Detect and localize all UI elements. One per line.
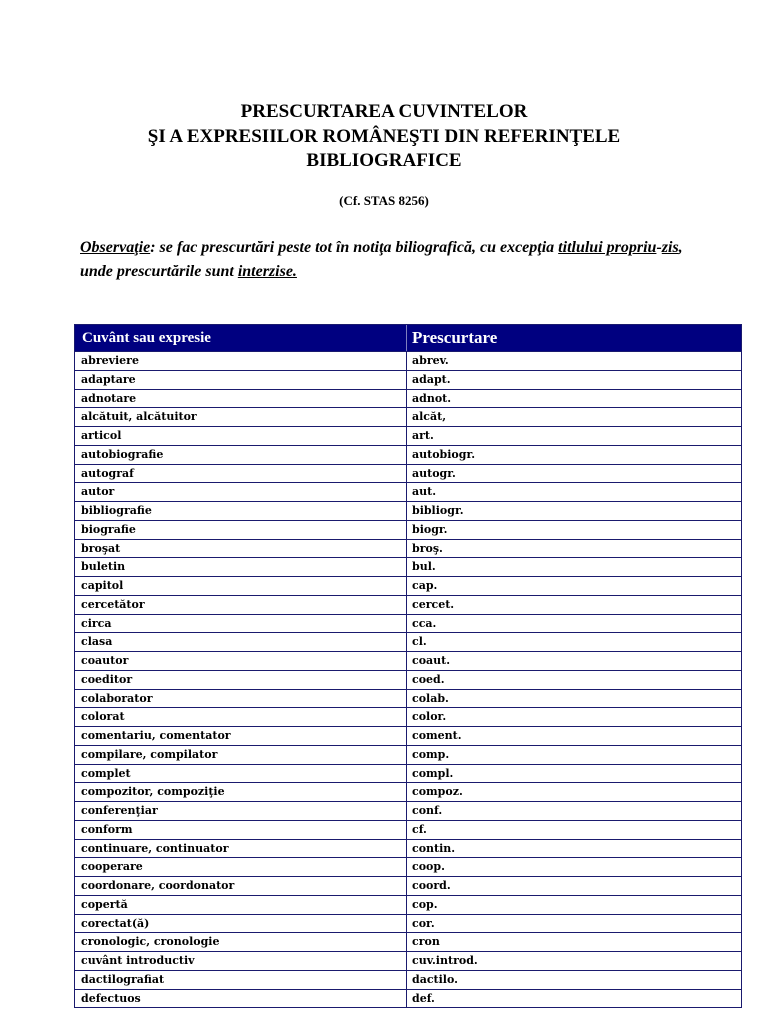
- cell-word: colorat: [75, 708, 407, 726]
- cell-abbreviation: compoz.: [412, 785, 463, 799]
- table-row: [75, 426, 741, 445]
- cell-abbreviation: broş.: [412, 541, 443, 555]
- cell-abbreviation: biogr.: [412, 522, 448, 536]
- table-row: [75, 539, 741, 558]
- table-row: [75, 445, 741, 464]
- table-row: [75, 707, 741, 726]
- cell-abbreviation: cca.: [412, 616, 437, 630]
- table-row: [75, 801, 741, 820]
- cell-abbreviation: coaut.: [412, 654, 451, 667]
- cell-word: dactilografiat: [75, 971, 407, 989]
- cell-word: comentariu, comentator: [75, 727, 407, 745]
- cell-word: autograf: [75, 465, 407, 483]
- cell-word: copertă: [75, 896, 407, 914]
- cell-abbreviation: contin.: [412, 841, 456, 855]
- cell-word: cronologic, cronologie: [75, 933, 407, 951]
- document-subtitle: (Cf. STAS 8256): [339, 193, 429, 208]
- table-row: [75, 970, 741, 989]
- table-row: [75, 820, 741, 839]
- table-row: [75, 557, 741, 576]
- table-row: [75, 670, 741, 689]
- document-title: [0, 100, 768, 174]
- note-text-2: , unde prescurtările sunt: [80, 239, 683, 280]
- cell-word: biografie: [75, 521, 407, 539]
- cell-abbreviation: abrev.: [412, 354, 449, 367]
- cell-abbreviation: comp.: [412, 747, 450, 761]
- cell-abbreviation: conf.: [412, 804, 443, 817]
- cell-abbreviation: cap.: [412, 579, 438, 592]
- cell-word: cuvânt introductiv: [75, 952, 407, 970]
- table-row: [75, 351, 741, 370]
- cell-word: bibliografie: [75, 502, 407, 520]
- cell-abbreviation: bibliogr.: [412, 504, 464, 517]
- table-row: [75, 595, 741, 614]
- cell-word: complet: [75, 765, 407, 783]
- cell-word: cooperare: [75, 858, 407, 876]
- cell-word: defectuos: [75, 990, 407, 1008]
- cell-abbreviation: cl.: [412, 635, 427, 649]
- cell-abbreviation: coop.: [412, 860, 445, 874]
- cell-abbreviation: cercet.: [412, 597, 455, 611]
- cell-abbreviation: compl.: [412, 766, 454, 780]
- observation-note: [80, 236, 700, 284]
- cell-abbreviation: def.: [412, 991, 435, 1005]
- table-row: [75, 407, 741, 426]
- cell-word: compozitor, compoziţie: [75, 783, 407, 801]
- table-row: [75, 632, 741, 651]
- cell-word: conform: [75, 821, 407, 839]
- cell-word: continuare, continuator: [75, 840, 407, 858]
- title-line-1: PRESCURTAREA CUVINTELOR: [240, 101, 528, 122]
- table-row: [75, 951, 741, 970]
- title-line-2: ŞI A EXPRESIILOR ROMÂNEŞTI DIN REFERINŢELE: [147, 125, 621, 147]
- note-dash: -: [656, 239, 662, 256]
- table-header: [75, 325, 741, 351]
- cell-abbreviation: coord.: [412, 879, 451, 892]
- header-abbreviation: Prescurtare: [412, 328, 498, 347]
- table-row: [75, 576, 741, 595]
- table-row: [75, 726, 741, 745]
- table-row: [75, 782, 741, 801]
- note-text-1: : se fac prescurtări peste tot în notiţa biliografică, cu excepţia: [150, 239, 559, 256]
- abbreviations-table: [74, 324, 742, 1008]
- cell-word: coordonare, coordonator: [75, 877, 407, 895]
- table-body: [75, 351, 741, 1007]
- cell-word: coautor: [75, 652, 407, 670]
- cell-abbreviation: colab.: [412, 691, 449, 705]
- cell-abbreviation: cron: [412, 935, 440, 949]
- cell-word: adnotare: [75, 390, 407, 408]
- table-row: [75, 614, 741, 633]
- cell-abbreviation: autobiogr.: [412, 447, 476, 461]
- cell-word: circa: [75, 615, 407, 633]
- cell-abbreviation: art.: [412, 429, 434, 442]
- table-row: [75, 464, 741, 483]
- table-row: [75, 857, 741, 876]
- cell-abbreviation: dactilo.: [412, 972, 458, 986]
- cell-abbreviation: aut.: [412, 485, 437, 499]
- cell-word: alcătuit, alcătuitor: [75, 408, 407, 426]
- table-row: [75, 895, 741, 914]
- header-word: Cuvânt sau expresie: [75, 325, 407, 351]
- table-row: [75, 839, 741, 858]
- note-underlined-1: titlului propriu: [558, 239, 657, 256]
- table-row: [75, 689, 741, 708]
- cell-abbreviation: adapt.: [412, 372, 451, 386]
- cell-word: autor: [75, 483, 407, 501]
- cell-abbreviation: alcăt,: [412, 410, 447, 424]
- table-row: [75, 932, 741, 951]
- cell-word: broşat: [75, 540, 407, 558]
- cell-word: buletin: [75, 558, 407, 576]
- cell-abbreviation: coment.: [412, 729, 462, 742]
- table-row: [75, 370, 741, 389]
- table-row: [75, 745, 741, 764]
- cell-abbreviation: cuv.introd.: [412, 954, 478, 967]
- table-row: [75, 914, 741, 933]
- cell-word: capitol: [75, 577, 407, 595]
- cell-abbreviation: adnot.: [412, 391, 452, 405]
- cell-word: adaptare: [75, 371, 407, 389]
- table-row: [75, 651, 741, 670]
- cell-abbreviation: color.: [412, 710, 447, 724]
- cell-abbreviation: cf.: [412, 822, 427, 836]
- table-row: [75, 501, 741, 520]
- cell-word: abreviere: [75, 352, 407, 370]
- table-row: [75, 520, 741, 539]
- table-row: [75, 389, 741, 408]
- note-underlined-3: interzise.: [237, 263, 297, 280]
- cell-word: clasa: [75, 633, 407, 651]
- cell-abbreviation: autogr.: [412, 466, 456, 480]
- cell-word: autobiografie: [75, 446, 407, 464]
- cell-word: cercetător: [75, 596, 407, 614]
- cell-word: corectat(ă): [75, 915, 407, 933]
- cell-word: compilare, compilator: [75, 746, 407, 764]
- title-line-3: BIBLIOGRAFICE: [306, 150, 462, 171]
- table-row: [75, 989, 741, 1008]
- note-underlined-2: zis: [661, 239, 679, 256]
- cell-abbreviation: cor.: [412, 916, 435, 930]
- cell-word: coeditor: [75, 671, 407, 689]
- cell-abbreviation: cop.: [412, 897, 438, 911]
- table-row: [75, 764, 741, 783]
- cell-word: colaborator: [75, 690, 407, 708]
- cell-abbreviation: coed.: [412, 672, 445, 686]
- note-label: Observaţie: [80, 239, 151, 256]
- cell-word: conferenţiar: [75, 802, 407, 820]
- table-row: [75, 876, 741, 895]
- cell-abbreviation: bul.: [412, 560, 436, 574]
- cell-word: articol: [75, 427, 407, 445]
- table-row: [75, 482, 741, 501]
